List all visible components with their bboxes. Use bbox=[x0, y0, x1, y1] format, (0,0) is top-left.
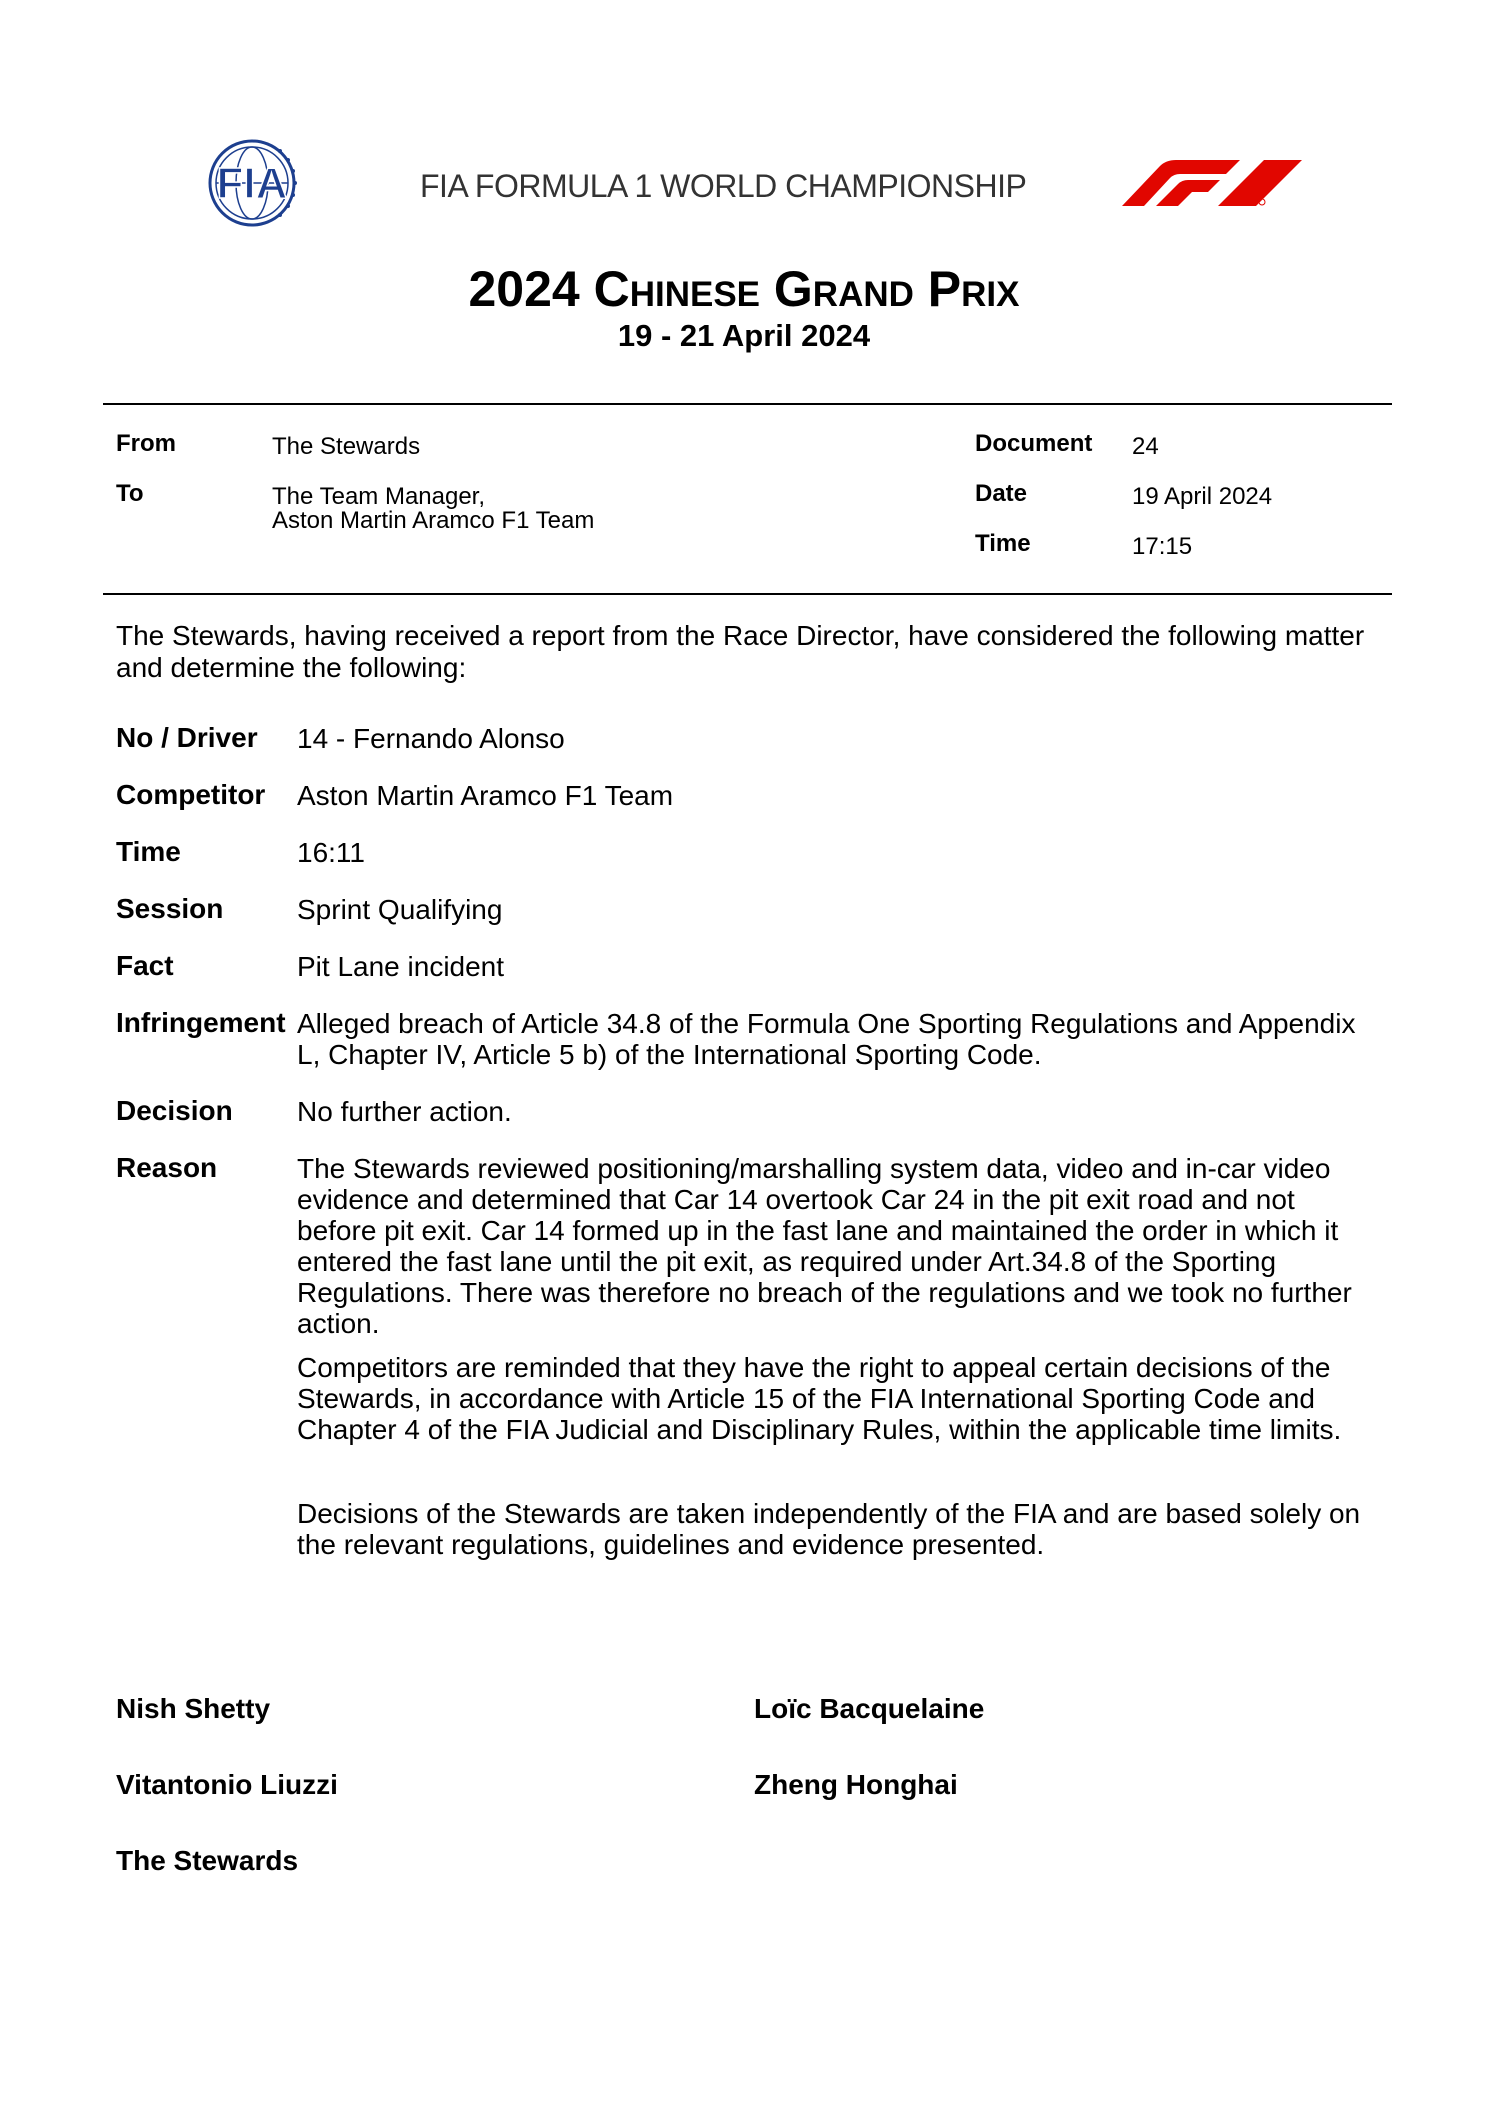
infringement-value: Alleged breach of Article 34.8 of the Formula One Sporting Regulations and Appendix L, Chapter IV, Article 5 b) of the International Sporting Code. bbox=[297, 1008, 1356, 1070]
date-label: Date bbox=[975, 480, 1028, 507]
steward-signature-4: Zheng Honghai bbox=[754, 1769, 958, 1800]
appeal-note: Competitors are reminded that they have the right to appeal certain decisions of the Stewards, in accordance with Article 15 of the FIA International Sporting Code and Chapter 4 of the FIA Judicial and Disciplinary Rules, within the applicable time limits. bbox=[297, 1352, 1342, 1445]
incident-time-value: 16:11 bbox=[297, 837, 365, 868]
f1-logo bbox=[1122, 158, 1302, 206]
steward-signature-2: Loïc Bacquelaine bbox=[754, 1693, 985, 1724]
competitor-value: Aston Martin Aramco F1 Team bbox=[297, 780, 674, 811]
fact-value: Pit Lane incident bbox=[297, 951, 505, 982]
date-value: 19 April 2024 bbox=[1132, 483, 1273, 510]
to-value-line1: The Team Manager, bbox=[272, 483, 486, 510]
incident-time-label: Time bbox=[116, 836, 181, 867]
driver-value: 14 - Fernando Alonso bbox=[297, 723, 565, 754]
competitor-label: Competitor bbox=[116, 779, 266, 810]
from-label: From bbox=[116, 430, 176, 457]
fact-label: Fact bbox=[116, 950, 174, 981]
intro-paragraph: The Stewards, having received a report from the Race Director, have considered the following matter and determine the following: bbox=[116, 620, 1365, 683]
steward-signature-1: Nish Shetty bbox=[116, 1693, 271, 1724]
to-label: To bbox=[116, 480, 144, 507]
header-bottom-rule bbox=[103, 593, 1392, 595]
decision-label: Decision bbox=[116, 1095, 233, 1126]
reason-value: The Stewards reviewed positioning/marshalling system data, video and in-car video evidence and determined that Car 14 overtook Car 24 in the pit exit road and not before pit exit. Car 14 formed up in the fast lane and maintained the order in which it entered the fast lane until the pit exit, as required under Art.34.8 of the Sporting Regulations. There was therefore no breach of the regulations and we took no further action. bbox=[297, 1153, 1352, 1339]
session-value: Sprint Qualifying bbox=[297, 894, 503, 925]
reason-label: Reason bbox=[116, 1152, 218, 1183]
from-value: The Stewards bbox=[272, 433, 421, 460]
decision-value: No further action. bbox=[297, 1096, 512, 1127]
independence-note: Decisions of the Stewards are taken independently of the FIA and are based solely on the relevant regulations, guidelines and evidence presented. bbox=[297, 1498, 1361, 1560]
stewards-footer: The Stewards bbox=[116, 1845, 299, 1876]
header-top-rule bbox=[103, 403, 1392, 405]
event-dates: 19 - 21 April 2024 bbox=[617, 318, 871, 353]
document-label: Document bbox=[975, 430, 1093, 457]
infringement-label: Infringement bbox=[116, 1007, 286, 1038]
driver-label: No / Driver bbox=[116, 722, 258, 753]
time-value: 17:15 bbox=[1132, 533, 1193, 560]
session-label: Session bbox=[116, 893, 224, 924]
fia-logo-text: FIA bbox=[216, 159, 288, 208]
championship-title: FIA FORMULA 1 WORLD CHAMPIONSHIP bbox=[420, 168, 1027, 204]
event-title: 2024 Chinese Grand Prix bbox=[468, 261, 1020, 317]
fia-logo bbox=[190, 138, 316, 228]
time-label: Time bbox=[975, 530, 1031, 557]
to-value-line2: Aston Martin Aramco F1 Team bbox=[272, 507, 595, 534]
document-value: 24 bbox=[1132, 433, 1159, 460]
steward-signature-3: Vitantonio Liuzzi bbox=[116, 1769, 338, 1800]
